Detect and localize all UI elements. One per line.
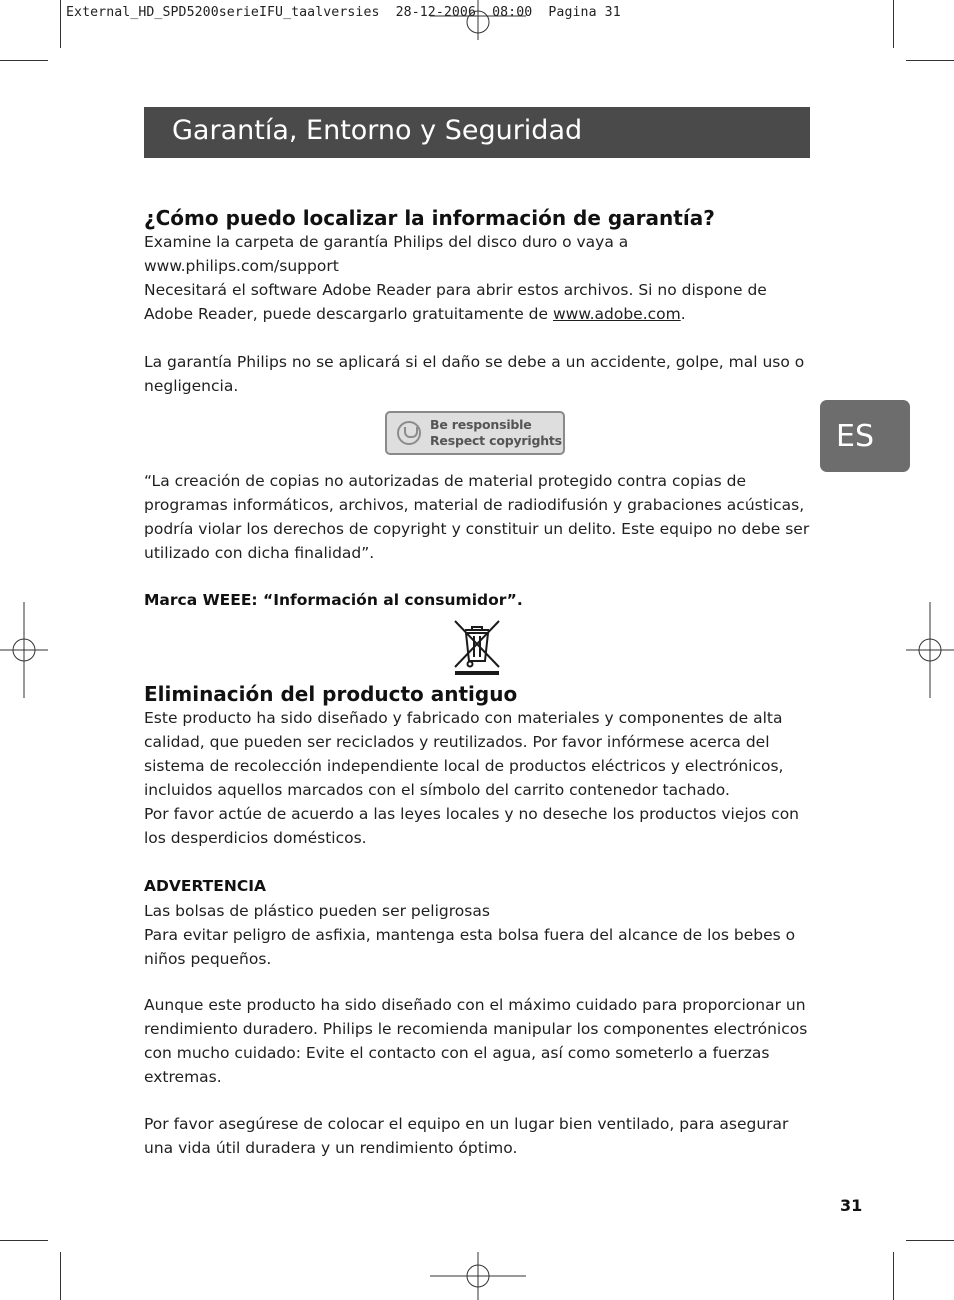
ventilation-paragraph: Por favor asegúrese de colocar el equipo en un lugar bien ventilado, para asegurar una vida útil duradera y un rendimiento óptimo. bbox=[144, 1115, 789, 1157]
registration-mark-top bbox=[430, 0, 526, 48]
language-tab bbox=[820, 400, 910, 472]
disposal-body-2: Por favor actúe de acuerdo a las leyes locales y no deseche los productos viejos con los desperdicios domésticos. bbox=[144, 805, 800, 847]
warranty-heading: ¿Cómo puedo localizar la información de garantía? bbox=[144, 206, 715, 230]
warranty-line-4 bbox=[144, 302, 810, 326]
warranty-line-3: Necesitará el software Adobe Reader para abrir estos archivos. Si no dispone de bbox=[144, 281, 767, 299]
crossed-out-wheelie-bin-icon bbox=[453, 619, 501, 677]
adobe-link[interactable]: www.adobe.com bbox=[552, 305, 681, 323]
registration-mark-right bbox=[906, 602, 954, 698]
respect-copyrights-badge bbox=[385, 411, 565, 455]
warranty-line-4-end: . bbox=[680, 305, 686, 323]
registration-mark-left bbox=[0, 602, 48, 698]
copyright-circle-icon bbox=[397, 421, 421, 445]
disposal-body-1: Este producto ha sido diseñado y fabricado con materiales y componentes de alta calidad, que pueden ser reciclados y reutilizados. Por favor infórmese acerca del sistema de recolección independiente local de productos eléctricos y electrónicos, incluidos aquellos marcados con el símbolo del carrito contenedor tachado. bbox=[144, 709, 784, 799]
disposal-section bbox=[144, 682, 810, 850]
language-tab-label: ES bbox=[836, 419, 874, 454]
warranty-line-4-text: Adobe Reader, puede descargarlo gratuitamente de bbox=[144, 305, 553, 323]
copyright-quote: “La creación de copias no autorizadas de material protegido contra copias de programas informáticos, archivos, material de radiodifusión y grabaciones acústicas, podría violar los derechos de copyright y constituir un delito. Este equipo no debe ser utilizado con dicha finalidad”. bbox=[144, 472, 810, 562]
warranty-section bbox=[144, 206, 810, 326]
weee-heading: Marca WEEE: “Información al consumidor”. bbox=[144, 591, 523, 609]
page-title: Garantía, Entorno y Seguridad bbox=[172, 115, 583, 146]
warning-line-1: Las bolsas de plástico pueden ser peligrosas bbox=[144, 902, 490, 920]
warning-heading: ADVERTENCIA bbox=[144, 877, 266, 895]
disposal-heading: Eliminación del producto antiguo bbox=[144, 682, 518, 706]
badge-line-1: Be responsible bbox=[430, 417, 532, 432]
warranty-note: La garantía Philips no se aplicará si el daño se debe a un accidente, golpe, mal uso o negligencia. bbox=[144, 353, 805, 395]
warning-line-2: Para evitar peligro de asfixia, mantenga esta bolsa fuera del alcance de los bebes o niños pequeños. bbox=[144, 926, 796, 968]
warranty-line-1: Examine la carpeta de garantía Philips del disco duro o vaya a bbox=[144, 233, 629, 251]
warning-section bbox=[144, 875, 810, 971]
badge-line-2: Respect copyrights bbox=[430, 433, 562, 448]
print-header: External_HD_SPD5200serieIFU_taalversies 28-12-2006 08:00 Pagina 31 bbox=[66, 5, 621, 20]
care-paragraph: Aunque este producto ha sido diseñado con el máximo cuidado para proporcionar un rendimiento duradero. Philips le recomienda manipular los componentes electrónicos con mucho cuidado: Evite el contacto con el agua, así como someterlo a fuerzas extremas. bbox=[144, 996, 808, 1086]
registration-mark-bottom bbox=[430, 1252, 526, 1300]
page-number: 31 bbox=[840, 1196, 863, 1215]
badge-text bbox=[430, 417, 562, 449]
warranty-support-url[interactable]: www.philips.com/support bbox=[144, 257, 339, 275]
title-bar bbox=[144, 107, 810, 158]
